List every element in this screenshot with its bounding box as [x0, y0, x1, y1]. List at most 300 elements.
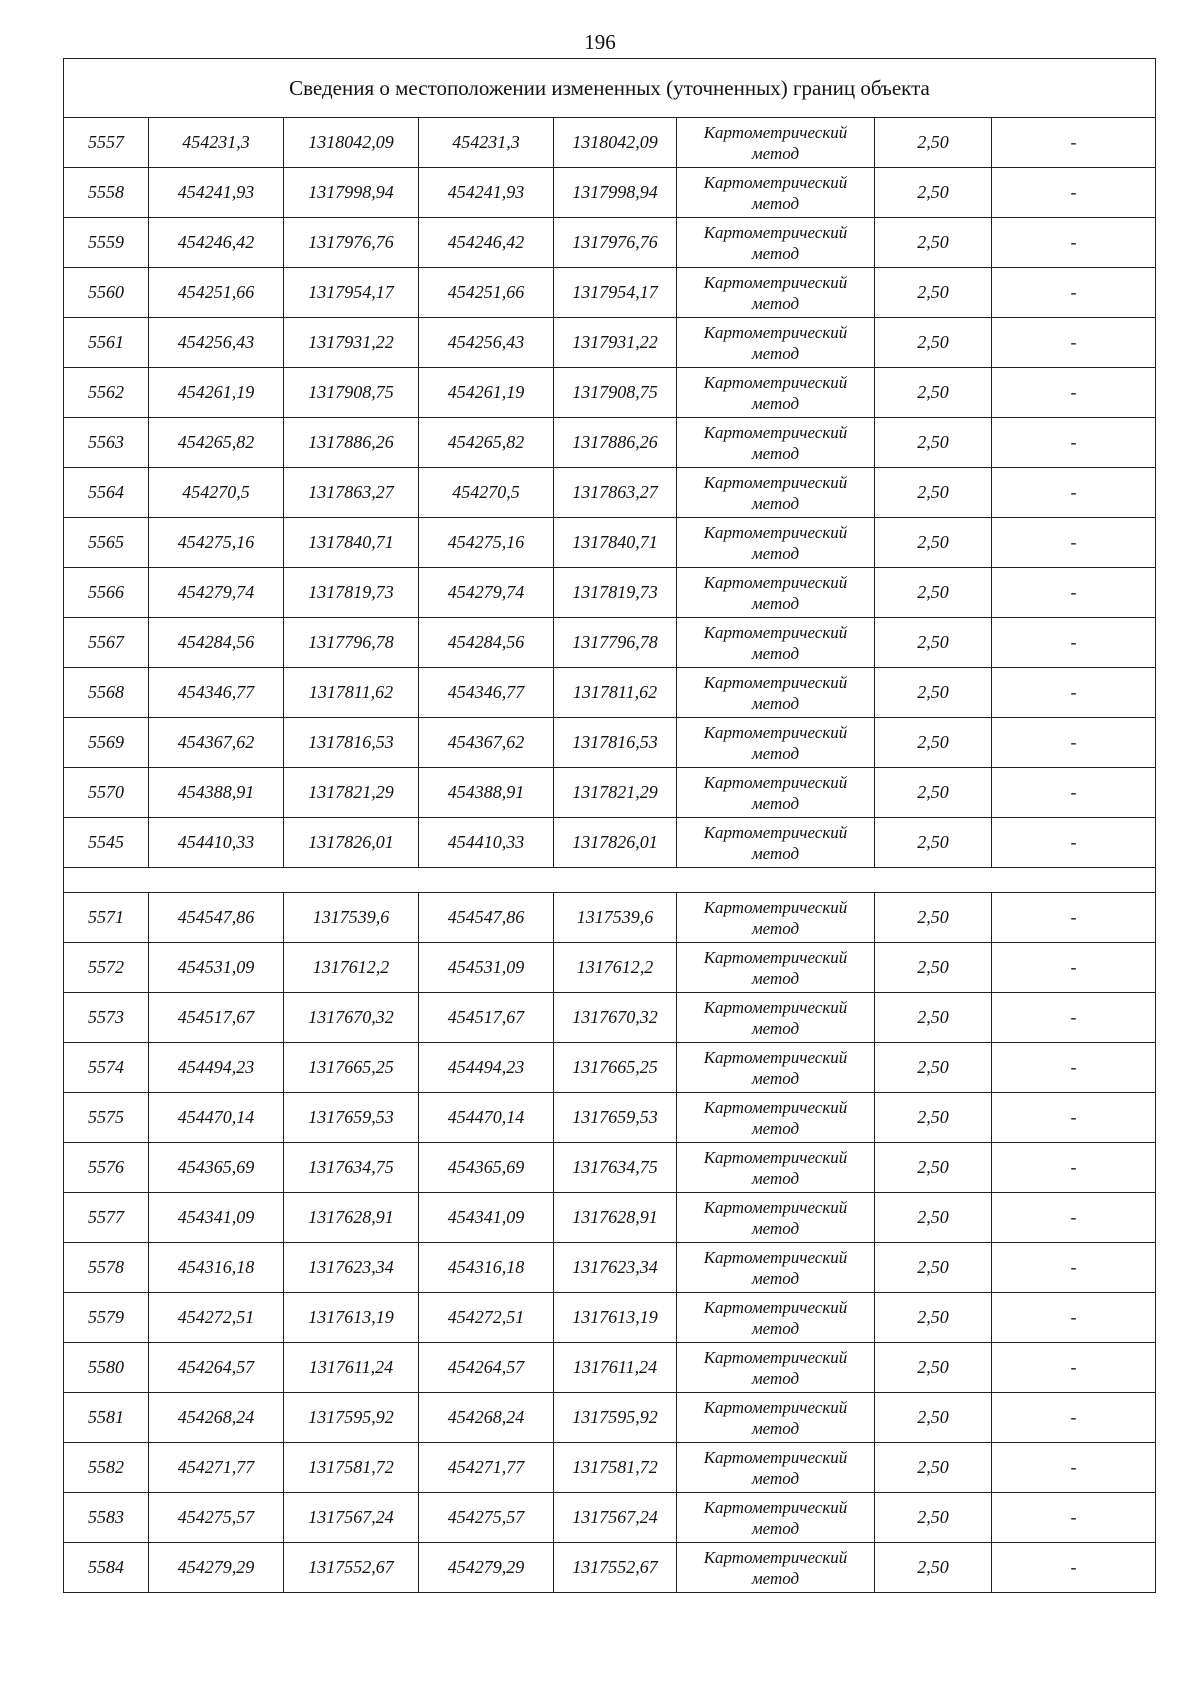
point-number-cell: 5574 — [64, 1043, 149, 1093]
method-cell — [677, 943, 875, 993]
table-row — [64, 1543, 1156, 1593]
method-cell — [677, 1443, 875, 1493]
point-number-cell: 5575 — [64, 1093, 149, 1143]
note-cell: - — [992, 943, 1156, 993]
x-old-cell: 454341,09 — [149, 1193, 284, 1243]
note-cell: - — [992, 718, 1156, 768]
accuracy-cell: 2,50 — [875, 368, 992, 418]
method-line-1: Картометрический — [703, 822, 848, 842]
method-line-1: Картометрический — [703, 1247, 848, 1267]
method-line-2: метод — [751, 643, 800, 663]
note-cell: - — [992, 1343, 1156, 1393]
y-old-cell: 1317796,78 — [284, 618, 419, 668]
x-old-cell: 454271,77 — [149, 1443, 284, 1493]
accuracy-cell: 2,50 — [875, 943, 992, 993]
y-new-cell: 1317567,24 — [554, 1493, 677, 1543]
y-new-cell: 1317821,29 — [554, 768, 677, 818]
y-old-cell: 1317613,19 — [284, 1293, 419, 1343]
method-line-1: Картометрический — [703, 1297, 848, 1317]
accuracy-cell: 2,50 — [875, 1193, 992, 1243]
method-line-2: метод — [751, 793, 800, 813]
note-cell: - — [992, 668, 1156, 718]
x-new-cell: 454316,18 — [419, 1243, 554, 1293]
accuracy-cell: 2,50 — [875, 418, 992, 468]
note-cell: - — [992, 1143, 1156, 1193]
method-cell — [677, 993, 875, 1043]
point-number-cell: 5561 — [64, 318, 149, 368]
method-cell — [677, 1293, 875, 1343]
y-old-cell: 1317931,22 — [284, 318, 419, 368]
y-old-cell: 1317623,34 — [284, 1243, 419, 1293]
method-cell — [677, 1393, 875, 1443]
accuracy-cell: 2,50 — [875, 1093, 992, 1143]
x-old-cell: 454270,5 — [149, 468, 284, 518]
x-old-cell: 454494,23 — [149, 1043, 284, 1093]
x-new-cell: 454231,3 — [419, 118, 554, 168]
note-cell: - — [992, 118, 1156, 168]
method-cell — [677, 768, 875, 818]
method-line-2: метод — [751, 1368, 800, 1388]
point-number-cell: 5562 — [64, 368, 149, 418]
x-old-cell: 454261,19 — [149, 368, 284, 418]
point-number-cell: 5584 — [64, 1543, 149, 1593]
method-line-2: метод — [751, 918, 800, 938]
accuracy-cell: 2,50 — [875, 718, 992, 768]
method-line-1: Картометрический — [703, 897, 848, 917]
table-body — [64, 59, 1156, 1593]
point-number-cell: 5573 — [64, 993, 149, 1043]
method-cell — [677, 468, 875, 518]
y-new-cell: 1317539,6 — [554, 893, 677, 943]
y-new-cell: 1317931,22 — [554, 318, 677, 368]
y-old-cell: 1317628,91 — [284, 1193, 419, 1243]
x-old-cell: 454275,57 — [149, 1493, 284, 1543]
point-number-cell: 5559 — [64, 218, 149, 268]
method-line-1: Картометрический — [703, 1147, 848, 1167]
note-cell: - — [992, 268, 1156, 318]
table-row — [64, 1193, 1156, 1243]
y-old-cell: 1317840,71 — [284, 518, 419, 568]
y-new-cell: 1317954,17 — [554, 268, 677, 318]
method-line-1: Картометрический — [703, 1197, 848, 1217]
method-line-1: Картометрический — [703, 122, 848, 142]
x-old-cell: 454268,24 — [149, 1393, 284, 1443]
method-cell — [677, 618, 875, 668]
x-new-cell: 454341,09 — [419, 1193, 554, 1243]
x-new-cell: 454264,57 — [419, 1343, 554, 1393]
table-row — [64, 943, 1156, 993]
x-new-cell: 454284,56 — [419, 618, 554, 668]
table-row — [64, 1293, 1156, 1343]
y-new-cell: 1317612,2 — [554, 943, 677, 993]
method-line-2: метод — [751, 493, 800, 513]
method-cell — [677, 368, 875, 418]
method-line-2: метод — [751, 1518, 800, 1538]
method-cell — [677, 268, 875, 318]
table-row — [64, 1443, 1156, 1493]
y-new-cell: 1317863,27 — [554, 468, 677, 518]
point-number-cell: 5578 — [64, 1243, 149, 1293]
y-old-cell: 1317567,24 — [284, 1493, 419, 1543]
x-new-cell: 454531,09 — [419, 943, 554, 993]
method-line-1: Картометрический — [703, 422, 848, 442]
note-cell: - — [992, 1043, 1156, 1093]
accuracy-cell: 2,50 — [875, 1343, 992, 1393]
method-line-1: Картометрический — [703, 222, 848, 242]
method-cell — [677, 318, 875, 368]
table-row — [64, 568, 1156, 618]
note-cell: - — [992, 1093, 1156, 1143]
y-old-cell: 1318042,09 — [284, 118, 419, 168]
method-cell — [677, 1143, 875, 1193]
method-line-2: метод — [751, 693, 800, 713]
point-number-cell: 5558 — [64, 168, 149, 218]
x-old-cell: 454279,29 — [149, 1543, 284, 1593]
point-number-cell: 5581 — [64, 1393, 149, 1443]
point-number-cell: 5572 — [64, 943, 149, 993]
point-number-cell: 5579 — [64, 1293, 149, 1343]
x-new-cell: 454388,91 — [419, 768, 554, 818]
y-new-cell: 1317998,94 — [554, 168, 677, 218]
y-old-cell: 1317908,75 — [284, 368, 419, 418]
y-new-cell: 1317613,19 — [554, 1293, 677, 1343]
x-old-cell: 454272,51 — [149, 1293, 284, 1343]
method-cell — [677, 1093, 875, 1143]
y-old-cell: 1317821,29 — [284, 768, 419, 818]
table-row — [64, 893, 1156, 943]
x-new-cell: 454270,5 — [419, 468, 554, 518]
y-old-cell: 1317670,32 — [284, 993, 419, 1043]
y-old-cell: 1317659,53 — [284, 1093, 419, 1143]
x-new-cell: 454251,66 — [419, 268, 554, 318]
x-new-cell: 454367,62 — [419, 718, 554, 768]
x-new-cell: 454517,67 — [419, 993, 554, 1043]
method-line-1: Картометрический — [703, 1547, 848, 1567]
method-line-2: метод — [751, 293, 800, 313]
method-line-2: метод — [751, 1068, 800, 1088]
note-cell: - — [992, 1543, 1156, 1593]
point-number-cell: 5577 — [64, 1193, 149, 1243]
method-line-2: метод — [751, 743, 800, 763]
method-line-1: Картометрический — [703, 1347, 848, 1367]
point-number-cell: 5563 — [64, 418, 149, 468]
point-number-cell: 5557 — [64, 118, 149, 168]
table-row — [64, 618, 1156, 668]
x-old-cell: 454231,3 — [149, 118, 284, 168]
note-cell: - — [992, 768, 1156, 818]
y-new-cell: 1317796,78 — [554, 618, 677, 668]
y-new-cell: 1317976,76 — [554, 218, 677, 268]
table-row — [64, 318, 1156, 368]
x-old-cell: 454256,43 — [149, 318, 284, 368]
method-line-1: Картометрический — [703, 947, 848, 967]
x-old-cell: 454264,57 — [149, 1343, 284, 1393]
method-line-2: метод — [751, 968, 800, 988]
x-old-cell: 454367,62 — [149, 718, 284, 768]
method-line-1: Картометрический — [703, 1397, 848, 1417]
y-old-cell: 1317886,26 — [284, 418, 419, 468]
method-line-1: Картометрический — [703, 1447, 848, 1467]
point-number-cell: 5564 — [64, 468, 149, 518]
method-line-1: Картометрический — [703, 622, 848, 642]
table-row — [64, 418, 1156, 468]
method-line-2: метод — [751, 1568, 800, 1588]
table-title-row — [64, 59, 1156, 118]
y-new-cell: 1317840,71 — [554, 518, 677, 568]
group-separator-row — [64, 868, 1156, 893]
note-cell: - — [992, 468, 1156, 518]
note-cell: - — [992, 1293, 1156, 1343]
table-row — [64, 1043, 1156, 1093]
accuracy-cell: 2,50 — [875, 768, 992, 818]
method-cell — [677, 1543, 875, 1593]
note-cell: - — [992, 993, 1156, 1043]
method-line-1: Картометрический — [703, 672, 848, 692]
y-old-cell: 1317826,01 — [284, 818, 419, 868]
y-new-cell: 1317611,24 — [554, 1343, 677, 1393]
note-cell: - — [992, 518, 1156, 568]
x-old-cell: 454346,77 — [149, 668, 284, 718]
note-cell: - — [992, 368, 1156, 418]
method-line-1: Картометрический — [703, 772, 848, 792]
y-old-cell: 1317863,27 — [284, 468, 419, 518]
accuracy-cell: 2,50 — [875, 218, 992, 268]
table-row — [64, 768, 1156, 818]
x-new-cell: 454547,86 — [419, 893, 554, 943]
x-new-cell: 454256,43 — [419, 318, 554, 368]
table-row — [64, 718, 1156, 768]
point-number-cell: 5565 — [64, 518, 149, 568]
point-number-cell: 5569 — [64, 718, 149, 768]
y-new-cell: 1317634,75 — [554, 1143, 677, 1193]
y-old-cell: 1317539,6 — [284, 893, 419, 943]
y-old-cell: 1317581,72 — [284, 1443, 419, 1493]
table-row — [64, 818, 1156, 868]
method-line-2: метод — [751, 343, 800, 363]
table-row — [64, 518, 1156, 568]
method-line-2: метод — [751, 1118, 800, 1138]
table-row — [64, 1093, 1156, 1143]
point-number-cell: 5566 — [64, 568, 149, 618]
y-old-cell: 1317816,53 — [284, 718, 419, 768]
method-line-1: Картометрический — [703, 997, 848, 1017]
method-cell — [677, 1243, 875, 1293]
x-new-cell: 454275,57 — [419, 1493, 554, 1543]
method-cell — [677, 1043, 875, 1093]
point-number-cell: 5583 — [64, 1493, 149, 1543]
method-line-2: метод — [751, 443, 800, 463]
accuracy-cell: 2,50 — [875, 1243, 992, 1293]
accuracy-cell: 2,50 — [875, 668, 992, 718]
page-number: 196 — [584, 30, 616, 54]
y-new-cell: 1318042,09 — [554, 118, 677, 168]
accuracy-cell: 2,50 — [875, 468, 992, 518]
method-cell — [677, 718, 875, 768]
accuracy-cell: 2,50 — [875, 1043, 992, 1093]
x-old-cell: 454517,67 — [149, 993, 284, 1043]
y-old-cell: 1317998,94 — [284, 168, 419, 218]
method-cell — [677, 1343, 875, 1393]
x-new-cell: 454271,77 — [419, 1443, 554, 1493]
x-old-cell: 454388,91 — [149, 768, 284, 818]
y-new-cell: 1317670,32 — [554, 993, 677, 1043]
y-new-cell: 1317595,92 — [554, 1393, 677, 1443]
note-cell: - — [992, 568, 1156, 618]
note-cell: - — [992, 618, 1156, 668]
point-number-cell: 5545 — [64, 818, 149, 868]
note-cell: - — [992, 168, 1156, 218]
method-cell — [677, 218, 875, 268]
table-row — [64, 1143, 1156, 1193]
y-new-cell: 1317659,53 — [554, 1093, 677, 1143]
accuracy-cell: 2,50 — [875, 268, 992, 318]
y-old-cell: 1317612,2 — [284, 943, 419, 993]
method-line-2: метод — [751, 243, 800, 263]
method-line-2: метод — [751, 143, 800, 163]
note-cell: - — [992, 1393, 1156, 1443]
x-old-cell: 454241,93 — [149, 168, 284, 218]
y-new-cell: 1317665,25 — [554, 1043, 677, 1093]
method-line-1: Картометрический — [703, 1497, 848, 1517]
table-title: Сведения о местоположении измененных (уточненных) границ объекта — [64, 59, 1156, 118]
method-cell — [677, 568, 875, 618]
method-cell — [677, 418, 875, 468]
table-row — [64, 468, 1156, 518]
method-line-2: метод — [751, 1268, 800, 1288]
y-new-cell: 1317816,53 — [554, 718, 677, 768]
method-line-1: Картометрический — [703, 1047, 848, 1067]
method-cell — [677, 1193, 875, 1243]
table-row — [64, 118, 1156, 168]
y-old-cell: 1317665,25 — [284, 1043, 419, 1093]
point-number-cell: 5570 — [64, 768, 149, 818]
x-new-cell: 454268,24 — [419, 1393, 554, 1443]
note-cell: - — [992, 218, 1156, 268]
x-new-cell: 454279,74 — [419, 568, 554, 618]
x-new-cell: 454265,82 — [419, 418, 554, 468]
x-new-cell: 454241,93 — [419, 168, 554, 218]
y-old-cell: 1317634,75 — [284, 1143, 419, 1193]
y-old-cell: 1317595,92 — [284, 1393, 419, 1443]
method-line-1: Картометрический — [703, 272, 848, 292]
accuracy-cell: 2,50 — [875, 618, 992, 668]
y-new-cell: 1317628,91 — [554, 1193, 677, 1243]
note-cell: - — [992, 818, 1156, 868]
accuracy-cell: 2,50 — [875, 893, 992, 943]
accuracy-cell: 2,50 — [875, 118, 992, 168]
point-number-cell: 5580 — [64, 1343, 149, 1393]
method-line-1: Картометрический — [703, 322, 848, 342]
x-new-cell: 454261,19 — [419, 368, 554, 418]
point-number-cell: 5568 — [64, 668, 149, 718]
y-new-cell: 1317811,62 — [554, 668, 677, 718]
method-line-2: метод — [751, 843, 800, 863]
x-old-cell: 454279,74 — [149, 568, 284, 618]
x-old-cell: 454531,09 — [149, 943, 284, 993]
accuracy-cell: 2,50 — [875, 1143, 992, 1193]
accuracy-cell: 2,50 — [875, 168, 992, 218]
method-cell — [677, 518, 875, 568]
note-cell: - — [992, 418, 1156, 468]
x-old-cell: 454410,33 — [149, 818, 284, 868]
method-cell — [677, 1493, 875, 1543]
note-cell: - — [992, 1243, 1156, 1293]
method-line-1: Картометрический — [703, 572, 848, 592]
group-separator-cell — [64, 868, 1156, 893]
accuracy-cell: 2,50 — [875, 518, 992, 568]
x-old-cell: 454316,18 — [149, 1243, 284, 1293]
y-old-cell: 1317954,17 — [284, 268, 419, 318]
method-line-2: метод — [751, 1418, 800, 1438]
y-new-cell: 1317581,72 — [554, 1443, 677, 1493]
accuracy-cell: 2,50 — [875, 1443, 992, 1493]
x-new-cell: 454470,14 — [419, 1093, 554, 1143]
method-cell — [677, 168, 875, 218]
accuracy-cell: 2,50 — [875, 1493, 992, 1543]
table-row — [64, 268, 1156, 318]
method-cell — [677, 818, 875, 868]
x-new-cell: 454246,42 — [419, 218, 554, 268]
accuracy-cell: 2,50 — [875, 993, 992, 1043]
x-old-cell: 454246,42 — [149, 218, 284, 268]
y-old-cell: 1317811,62 — [284, 668, 419, 718]
x-new-cell: 454494,23 — [419, 1043, 554, 1093]
method-line-1: Картометрический — [703, 472, 848, 492]
x-new-cell: 454346,77 — [419, 668, 554, 718]
note-cell: - — [992, 318, 1156, 368]
method-line-2: метод — [751, 1218, 800, 1238]
y-new-cell: 1317819,73 — [554, 568, 677, 618]
point-number-cell: 5567 — [64, 618, 149, 668]
accuracy-cell: 2,50 — [875, 1543, 992, 1593]
y-new-cell: 1317908,75 — [554, 368, 677, 418]
y-old-cell: 1317552,67 — [284, 1543, 419, 1593]
method-line-2: метод — [751, 1318, 800, 1338]
table-row — [64, 1393, 1156, 1443]
table-row — [64, 368, 1156, 418]
y-new-cell: 1317826,01 — [554, 818, 677, 868]
x-new-cell: 454275,16 — [419, 518, 554, 568]
table-row — [64, 1243, 1156, 1293]
y-new-cell: 1317886,26 — [554, 418, 677, 468]
point-number-cell: 5571 — [64, 893, 149, 943]
note-cell: - — [992, 1443, 1156, 1493]
table-row — [64, 993, 1156, 1043]
method-cell — [677, 118, 875, 168]
method-line-1: Картометрический — [703, 372, 848, 392]
table-row — [64, 1493, 1156, 1543]
method-line-2: метод — [751, 1168, 800, 1188]
note-cell: - — [992, 1193, 1156, 1243]
y-old-cell: 1317611,24 — [284, 1343, 419, 1393]
accuracy-cell: 2,50 — [875, 568, 992, 618]
note-cell: - — [992, 1493, 1156, 1543]
boundary-coordinates-table — [63, 58, 1156, 1593]
method-cell — [677, 668, 875, 718]
table-row — [64, 168, 1156, 218]
y-new-cell: 1317623,34 — [554, 1243, 677, 1293]
x-old-cell: 454470,14 — [149, 1093, 284, 1143]
x-new-cell: 454365,69 — [419, 1143, 554, 1193]
point-number-cell: 5582 — [64, 1443, 149, 1493]
y-old-cell: 1317819,73 — [284, 568, 419, 618]
x-old-cell: 454251,66 — [149, 268, 284, 318]
method-line-2: метод — [751, 593, 800, 613]
x-old-cell: 454275,16 — [149, 518, 284, 568]
note-cell: - — [992, 893, 1156, 943]
point-number-cell: 5560 — [64, 268, 149, 318]
x-new-cell: 454279,29 — [419, 1543, 554, 1593]
